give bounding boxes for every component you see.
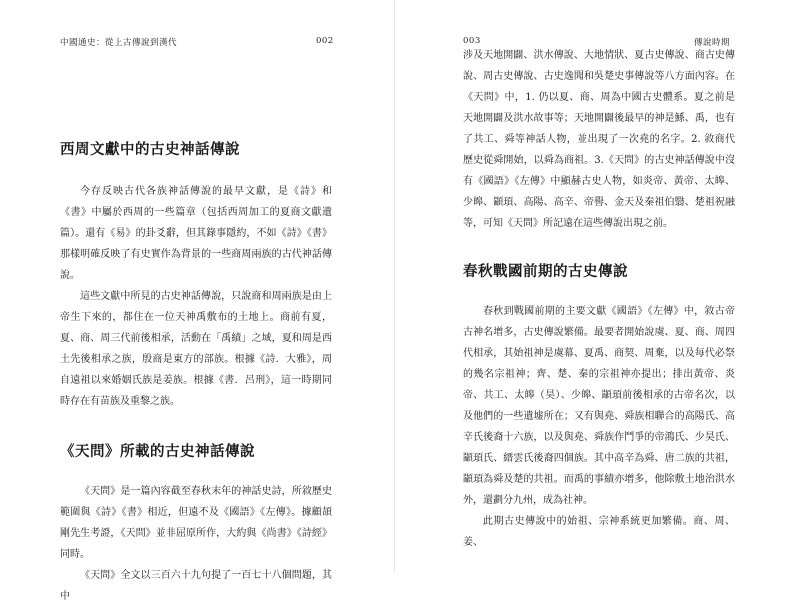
page-number-left: 002 xyxy=(316,36,334,46)
right-page-body xyxy=(463,45,735,553)
right-page xyxy=(395,0,790,572)
section-heading-tianwen: 《天問》所載的古史神話傳說 xyxy=(60,443,255,460)
paragraph: 今存反映古代各族神話傳說的最早文獻，是《詩》和《書》中屬於西周的一些篇章（包括西周加工的夏商文獻遺篇）。還有《易》的卦爻辭，但其錄事隱約，不如《詩》《書》那樣明確反映了有史實作為背景的一些商周兩族的古代神話傳說。 xyxy=(60,186,332,281)
paragraph: 《天問》全文以三百六十九句提了一百七十八個問題，其中 xyxy=(60,570,332,602)
running-title-left: 中國通史：從上古傳說到漢代 xyxy=(60,38,178,48)
running-title-right: 傳說時期 xyxy=(694,38,731,48)
section-heading-western-zhou: 西周文獻中的古史神話傳說 xyxy=(60,141,240,158)
paragraph: 此期古史傳說中的始祖、宗神系統更加繁備。商、周、姜、 xyxy=(463,516,735,548)
paragraph: 這些文獻中所見的古史神話傳說，只說商和周兩族是由上帝生下來的，都住在一位天神禹敷布的土地上。商前有夏，夏、商、周三代前後相承，活動在「禹績」之域，夏和周是西土先後相承之族，殷商是東方的部族。根據《詩．大雅》，周自遠祖以來婚姻氏族是姜族。根據《書．呂刑》，這一時期同時存在有苗族及重黎之族。 xyxy=(60,291,332,407)
paragraph: 涉及天地開闢、洪水傳說、大地情狀、夏古史傳說、商古史傳說、周古史傳說、古史逸聞和吳楚史事傳說等八方面內容。在《天問》中，1. 仍以夏、商、周為中國古史體系。夏之前是天地開闢及洪水故事等；天地開闢後最早的神是鯀、禹，也有了共工、舜等神話人物，並出現了一次堯的名字。2. 敘商代歷史從舜開始，以舜為商祖。3.《天問》的古史神話傳說中沒有《國語》《左傳》中顯赫古史人物，如炎帝、黃帝、太皞、少皞、顓頊、高陽、高辛、帝嚳、金天及秦祖伯翳、楚祖祝融等，可知《天問》所記遠在這些傳說出現之前。 xyxy=(463,50,735,229)
left-page-body xyxy=(60,138,332,607)
paragraph: 春秋到戰國前期的主要文獻《國語》《左傳》中，敘古帝古神名增多，古史傳說繁備。最要者開始說虞、夏、商、周四代相承，其始祖神是虞幕、夏禹、商契、周棄，以及每代必祭的幾名宗祖神；齊、楚、秦的宗祖神亦提出；排出黃帝、炎帝、共工、太皞（昊）、少皞、顓頊前後相承的古帝名次，以及他們的一些遺墟所在；又有與堯、舜族相聯合的高陽氏、高辛氏後裔十六族，以及與堯、舜族作鬥爭的帝鴻氏、少昊氏、顓頊氏、縉雲氏後裔四個族。其中高辛為舜、唐二族的共祖，顓頊為舜及楚的共祖。而禹的事績亦增多，他除敷土地治洪水外，還劃分九州，成為社神。 xyxy=(463,306,735,506)
left-page xyxy=(0,0,395,602)
section-heading-spring-autumn: 春秋戰國前期的古史傳說 xyxy=(463,263,628,280)
paragraph: 《天問》是一篇內容截至春秋末年的神話史詩，所敘歷史範圍與《詩》《書》相近，但遠不及《國語》《左傳》。據顧頡剛先生考證，《天問》並非屈原所作，大約與《尚書》《詩經》同時。 xyxy=(60,486,332,560)
page-number-right: 003 xyxy=(463,36,481,46)
